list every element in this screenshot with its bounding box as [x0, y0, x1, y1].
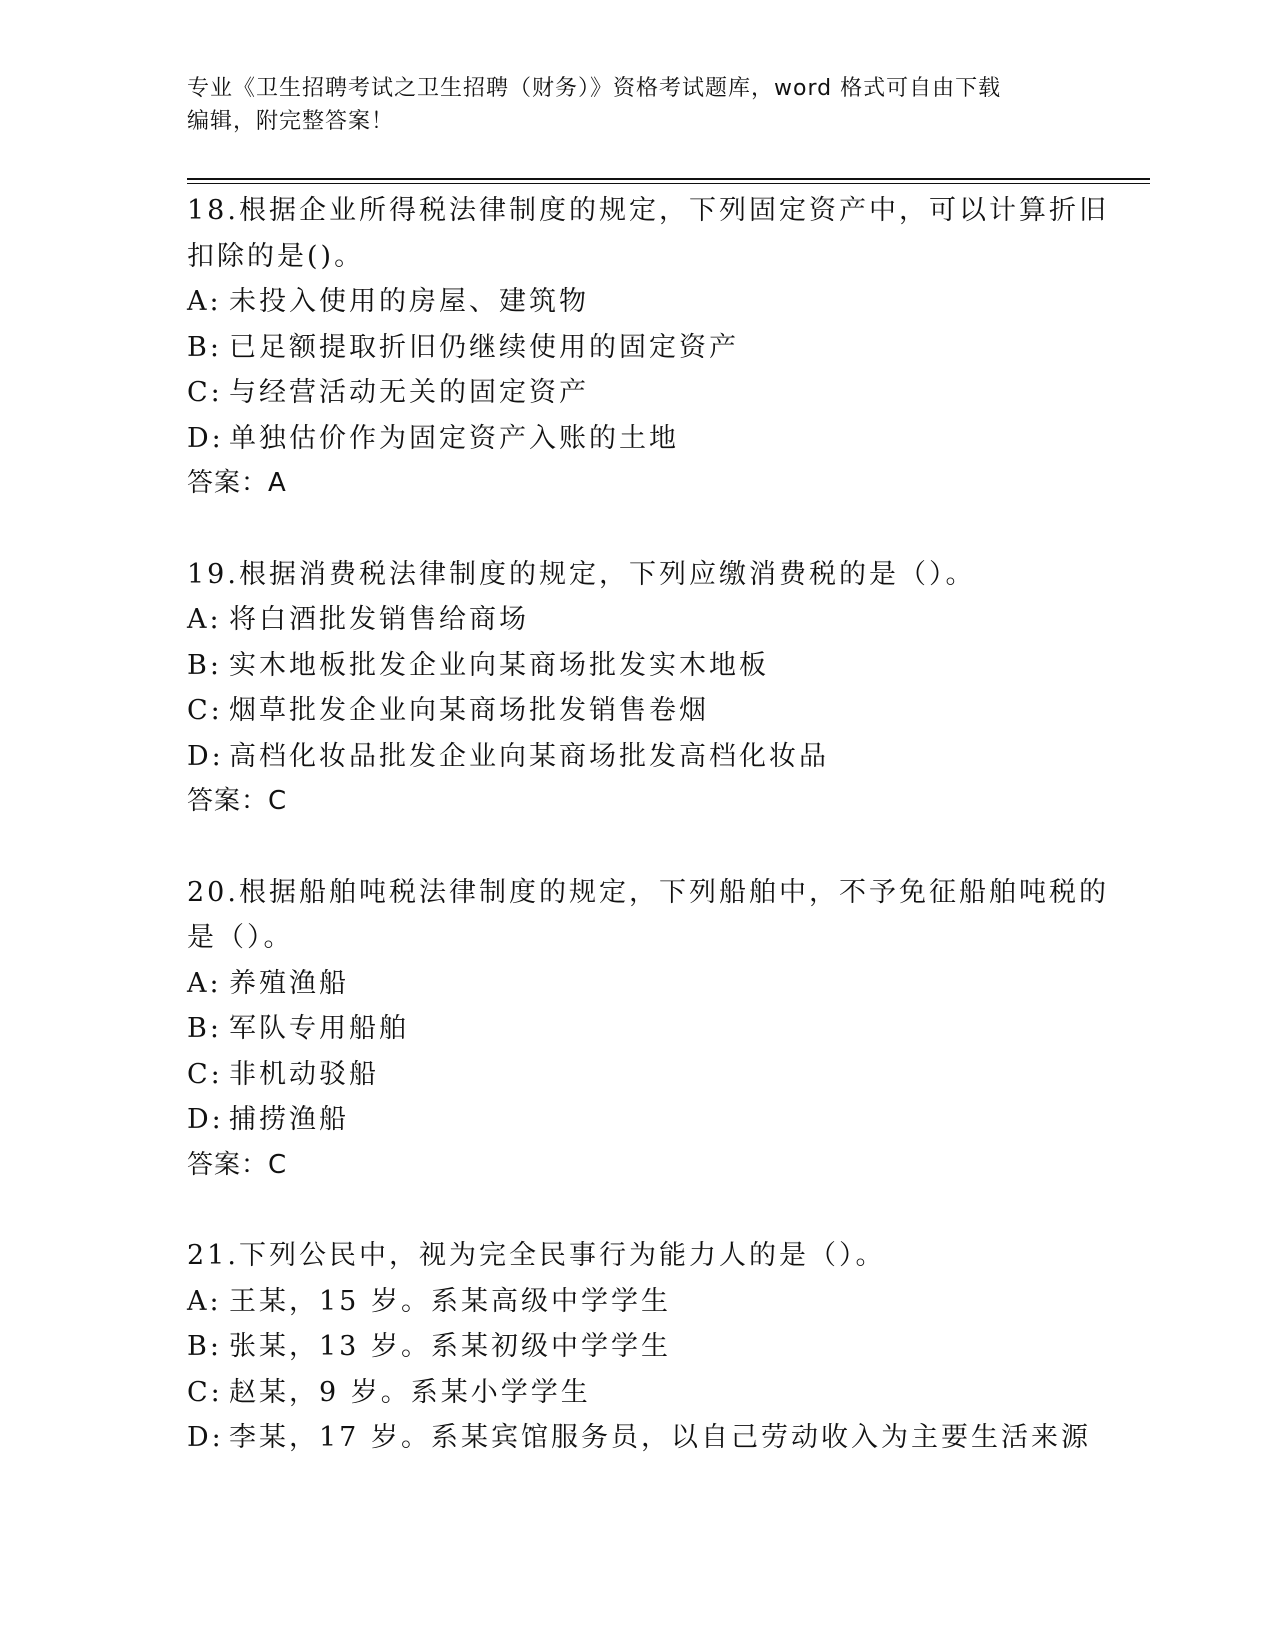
question-stem-line: 扣除的是()。 [187, 240, 365, 272]
question-stem-line: 21.下列公民中，视为完全民事行为能力人的是（）。 [187, 1240, 886, 1271]
question-stem-line: 18.根据企业所得税法律制度的规定，下列固定资产中，可以计算折旧 [187, 195, 1109, 226]
question-19 [187, 552, 1087, 825]
option-text: 养殖渔船 [229, 967, 349, 999]
option-b [187, 325, 1087, 371]
option-text: 王某，15 岁。系某高级中学学生 [229, 1285, 671, 1317]
option-letter: C: [187, 377, 223, 408]
option-c [187, 370, 1087, 416]
option-a [187, 279, 1087, 325]
option-text: 军队专用船舶 [229, 1013, 409, 1044]
option-text: 已足额提取折旧仍继续使用的固定资产 [229, 331, 739, 363]
header-divider-thin [187, 183, 1150, 184]
question-list [187, 188, 1109, 1461]
option-text: 烟草批发企业向某商场批发销售卷烟 [229, 695, 709, 726]
option-c [187, 688, 1087, 734]
option-d [187, 734, 1087, 780]
option-a [187, 961, 1087, 1007]
option-letter: C: [187, 1058, 223, 1090]
option-text: 实木地板批发企业向某商场批发实木地板 [229, 649, 769, 681]
option-letter: A: [187, 286, 222, 317]
option-a [187, 597, 1087, 643]
question-stem-line: 19.根据消费税法律制度的规定，下列应缴消费税的是（）。 [187, 558, 976, 590]
option-b [187, 1324, 1087, 1370]
question-spacer [187, 1188, 1087, 1233]
question-18 [187, 188, 1109, 507]
option-c [187, 1370, 1087, 1416]
header-line-2: 编辑，附完整答案！ [187, 109, 395, 134]
option-letter: B: [187, 1013, 222, 1044]
option-letter: B: [187, 1331, 222, 1362]
option-text: 赵某，9 岁。系某小学学生 [229, 1376, 591, 1408]
answer-line: 答案：C [187, 1149, 288, 1180]
question-21 [187, 1233, 1091, 1461]
question-stem-line: 20.根据船舶吨税法律制度的规定，下列船舶中，不予免征船舶吨税的 [187, 876, 1109, 908]
option-letter: C: [187, 695, 223, 726]
option-d [187, 416, 1087, 462]
question-stem-line: 是（）。 [187, 922, 294, 953]
question-20 [187, 870, 1109, 1189]
option-letter: D: [187, 1104, 224, 1135]
document-header [187, 72, 1067, 138]
option-text: 单独估价作为固定资产入账的土地 [229, 422, 679, 454]
option-text: 高档化妆品批发企业向某商场批发高档化妆品 [229, 740, 829, 772]
option-a [187, 1279, 1087, 1325]
option-letter: B: [187, 331, 222, 363]
option-letter: B: [187, 649, 222, 681]
option-letter: A: [187, 1285, 222, 1317]
option-letter: A: [187, 604, 222, 635]
option-letter: D: [187, 422, 224, 454]
question-spacer [187, 507, 1087, 552]
answer-line: 答案：C [187, 786, 288, 816]
option-text: 非机动驳船 [229, 1058, 379, 1090]
option-letter: A: [187, 967, 222, 999]
answer-line: 答案：A [187, 468, 287, 498]
option-d [187, 1097, 1087, 1143]
option-c [187, 1052, 1087, 1098]
option-text: 将白酒批发销售给商场 [229, 604, 529, 635]
header-divider-thick [187, 178, 1150, 180]
option-text: 李某，17 岁。系某宾馆服务员，以自己劳动收入为主要生活来源 [229, 1422, 1091, 1453]
option-text: 未投入使用的房屋、建筑物 [229, 286, 589, 317]
option-letter: D: [187, 1422, 224, 1453]
option-letter: D: [187, 740, 224, 772]
option-d [187, 1415, 1091, 1461]
option-b [187, 643, 1087, 689]
option-b [187, 1006, 1087, 1052]
option-text: 与经营活动无关的固定资产 [229, 377, 589, 408]
option-text: 张某，13 岁。系某初级中学学生 [229, 1331, 671, 1362]
header-line-1: 专业《卫生招聘考试之卫生招聘（财务）》资格考试题库，word 格式可自由下载 [187, 76, 1002, 101]
option-letter: C: [187, 1376, 223, 1408]
question-spacer [187, 825, 1087, 870]
option-text: 捕捞渔船 [229, 1104, 349, 1135]
